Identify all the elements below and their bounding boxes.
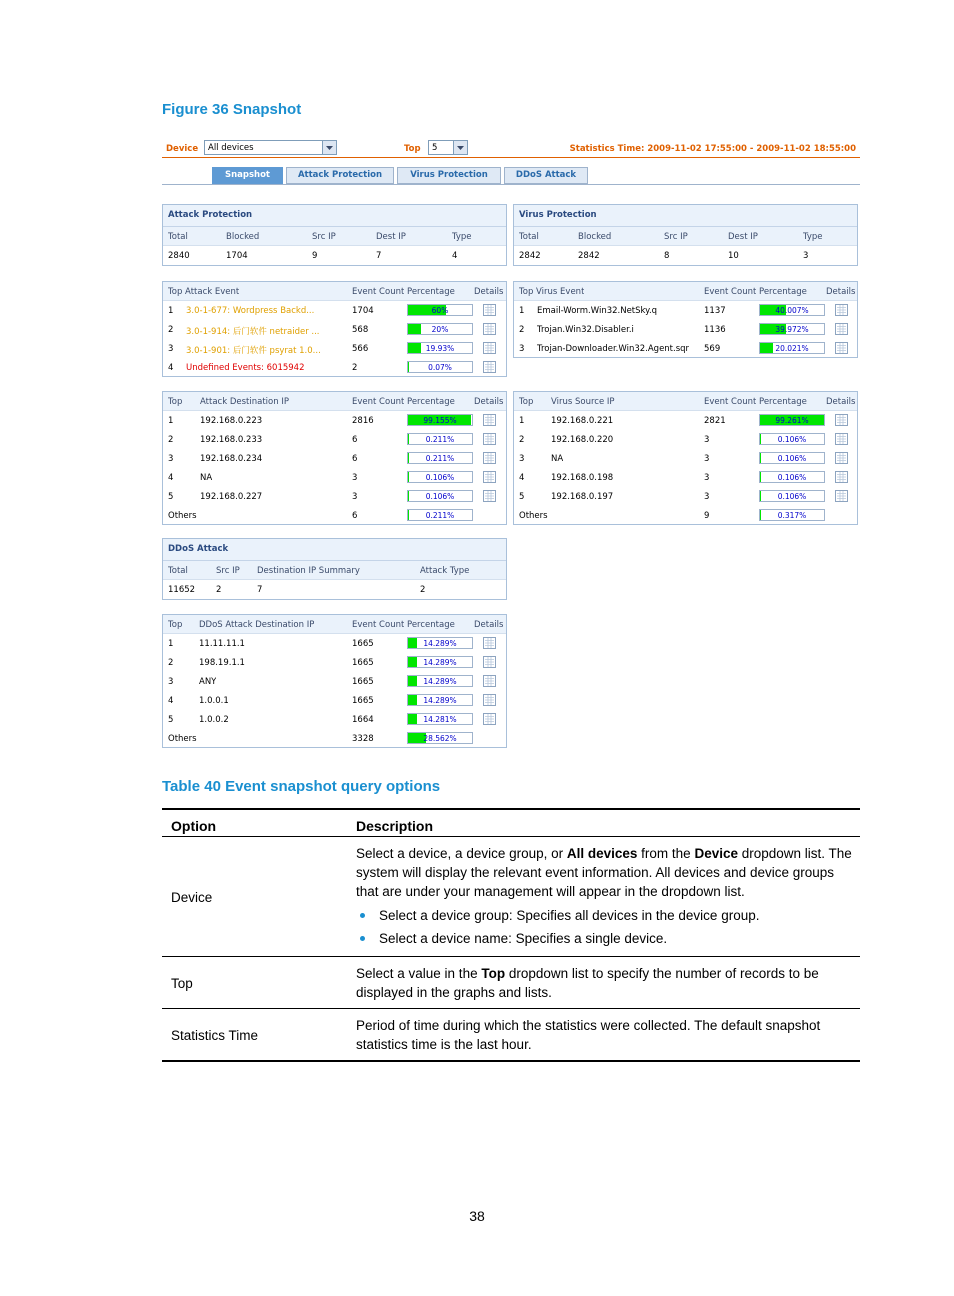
others-row [163,506,506,525]
summary-attack-type: 2 [420,585,426,595]
percentage-bar [407,471,473,483]
summary-blocked: 2842 [578,251,600,261]
list-item [163,468,506,487]
ip-address: 192.168.0.198 [551,473,614,483]
desc-text: dropdown list to specify the number of records to be displayed in the graphs and lists. [356,966,819,1000]
chevron-down-icon[interactable] [453,141,467,154]
percentage-label: 0.106% [777,454,807,463]
list-item [163,487,506,506]
col-blocked: Blocked [578,232,612,242]
desc-text: from the [637,846,695,861]
percentage-bar [407,675,473,687]
rank: 3 [168,677,174,687]
ip-address: 192.168.0.221 [551,416,614,426]
details-icon[interactable] [835,452,848,464]
panel-title: Attack Protection [163,205,506,227]
col-total: Total [168,566,188,576]
ddos-summary-panel [162,538,507,600]
col-details: Details [474,397,504,407]
rank: 2 [168,325,174,335]
percentage-label: 0.317% [777,511,807,520]
details-icon[interactable] [483,675,496,687]
rank: 4 [519,473,525,483]
rank: 3 [519,454,525,464]
rank: 2 [168,435,174,445]
list-header [163,392,506,411]
percentage-bar [407,713,473,725]
event-count: 569 [704,344,721,354]
list-item [163,339,506,358]
summary-dest-ip: 10 [728,251,739,261]
col-top: Top [519,397,534,407]
event-count: 568 [352,325,369,335]
desc-text: Select a device, a device group, or [356,846,567,861]
desc-bold: Device [694,846,738,861]
summary-src-ip: 9 [312,251,318,261]
percentage-bar [407,304,473,316]
details-icon[interactable] [483,304,496,316]
ip-address: NA [551,454,564,464]
figure-caption: Figure 36 Snapshot [162,101,302,118]
rank: 3 [519,344,525,354]
desc-text: dropdown list. The system will display the relevant event information. All devices and device groups that are under your management will appear in the dropdown list. [356,846,852,899]
list-item [163,653,506,672]
percentage-bar [407,414,473,426]
rank: 2 [519,325,525,335]
col-details: Details [474,620,504,630]
others-row [514,506,857,525]
percentage-label: 19.93% [425,344,455,353]
percentage-bar [759,414,825,426]
divider [162,157,860,158]
table-caption: Table 40 Event snapshot query options [162,778,441,795]
percentage-label: 14.281% [423,715,457,724]
ip-address: 1.0.0.1 [199,696,229,706]
event-count: 3 [704,454,710,464]
summary-total: 2840 [168,251,190,261]
percentage-label: 0.07% [428,363,452,372]
panel-title: Virus Protection [514,205,857,227]
list-item [514,339,857,358]
list-item [514,301,857,320]
percentage-bar [759,323,825,335]
summary-row [163,246,506,265]
list-item [514,468,857,487]
page-number: 38 [469,1208,485,1224]
col-details: Details [826,397,856,407]
event-count: 1136 [704,325,726,335]
others-label: Others [519,511,548,521]
details-icon[interactable] [835,342,848,354]
rank: 2 [519,435,525,445]
table-header-row [162,809,860,837]
event-count: 3 [704,473,710,483]
summary-blocked: 1704 [226,251,248,261]
percentage-bar [759,342,825,354]
col-top: Top [168,620,183,630]
description-statistics-time: Period of time during which the statistics were collected. The default snapshot statistics time is the last hour. [347,1009,860,1062]
attack-destination-panel [162,391,507,525]
event-count: 3 [352,473,358,483]
col-percentage: Percentage [407,620,455,630]
list-item [163,691,506,710]
summary-header [163,561,506,580]
rank: 1 [168,416,174,426]
percentage-bar [407,509,473,521]
list-item [163,634,506,653]
percentage-bar [407,637,473,649]
option-statistics-time: Statistics Time [162,1009,347,1062]
col-percentage: Percentage [759,397,807,407]
summary-total: 11652 [168,585,196,595]
col-dest-ip: Dest IP [376,232,406,242]
ip-address: 11.11.11.1 [199,639,245,649]
col-details: Details [826,287,856,297]
event-count: 2816 [352,416,374,426]
desc-text: Select a value in the [356,966,482,981]
percentage-label: 99.155% [423,416,457,425]
col-percentage: Percentage [407,287,455,297]
col-count: Event Count [704,287,757,297]
rank: 5 [168,492,174,502]
col-details: Details [474,287,504,297]
device-select[interactable] [204,140,337,155]
ip-address: 192.168.0.197 [551,492,614,502]
summary-src-ip: 2 [216,585,222,595]
top-virus-event-panel [513,281,858,358]
percentage-bar [407,361,473,373]
list-item [163,430,506,449]
col-dest-ip: Dest IP [728,232,758,242]
col-total: Total [519,232,539,242]
event-count: 1665 [352,677,374,687]
col-event: Top Virus Event [519,287,585,297]
event-link[interactable]: Undefined Events: 6015942 [186,363,305,373]
percentage-bar [407,452,473,464]
details-icon[interactable] [835,323,848,335]
list-item [163,320,506,339]
percentage-bar [407,656,473,668]
event-count: 1664 [352,715,374,725]
details-icon[interactable] [483,342,496,354]
details-icon[interactable] [483,471,496,483]
rank: 3 [168,454,174,464]
desc-bold: All devices [566,846,638,861]
details-icon[interactable] [835,471,848,483]
details-icon[interactable] [835,433,848,445]
filter-bar [162,138,860,158]
percentage-bar [407,732,473,744]
table-row [162,1009,860,1062]
ip-address: 192.168.0.220 [551,435,614,445]
list-item [514,430,857,449]
percentage-bar [759,509,825,521]
details-icon[interactable] [483,433,496,445]
percentage-label: 28.562% [423,734,457,743]
list-item: Select a device group: Specifies all devices in the device group. [379,904,852,927]
ip-address: NA [200,473,213,483]
details-icon[interactable] [835,304,848,316]
event-count: 6 [352,511,358,521]
event-count: 3 [704,492,710,502]
percentage-label: 0.106% [777,435,807,444]
col-attack-type: Attack Type [420,566,470,576]
col-total: Total [168,232,188,242]
rank: 4 [168,696,174,706]
event-count: 1665 [352,696,374,706]
list-header [514,392,857,411]
event-link[interactable]: 3.0-1-914: 后门软件 netraider ... [186,327,320,337]
header-description: Description [347,809,860,837]
list-item [163,411,506,430]
event-count: 6 [352,435,358,445]
others-label: Others [168,511,197,521]
attack-summary-panel [162,204,507,266]
summary-type: 4 [452,251,458,261]
tab-attack-protection[interactable]: Attack Protection [286,167,394,184]
others-row [163,729,506,748]
event-count: 566 [352,344,369,354]
list-item: Select a device name: Specifies a single device. [379,927,852,950]
top-select-value: 5 [432,143,438,153]
event-link[interactable]: 3.0-1-677: Wordpress Backd... [186,306,315,316]
col-type: Type [803,232,823,242]
percentage-label: 40.007% [775,306,809,315]
rank: 5 [168,715,174,725]
event-count: 9 [704,511,710,521]
summary-src-ip: 8 [664,251,670,261]
top-label: Top [404,144,421,154]
percentage-label: 0.106% [425,473,455,482]
statistics-time: Statistics Time: 2009-11-02 17:55:00 - 2009-11-02 18:55:00 [569,144,856,154]
rank: 1 [519,306,525,316]
details-icon[interactable] [483,637,496,649]
list-item [514,320,857,339]
list-item [163,449,506,468]
rank: 1 [168,306,174,316]
percentage-bar [759,490,825,502]
percentage-label: 0.211% [425,435,455,444]
details-icon[interactable] [483,713,496,725]
percentage-bar [407,323,473,335]
percentage-label: 0.106% [425,492,455,501]
tab-virus-protection[interactable]: Virus Protection [397,167,501,184]
header-option: Option [162,809,347,837]
col-ip: Virus Source IP [551,397,615,407]
event-count: 3328 [352,734,374,744]
device-select-value: All devices [208,143,254,153]
event-count: 6 [352,454,358,464]
list-item [514,449,857,468]
list-item [163,672,506,691]
col-type: Type [452,232,472,242]
col-count: Event Count [704,397,757,407]
details-icon[interactable] [483,490,496,502]
percentage-label: 60% [431,306,449,315]
event-count: 1704 [352,306,374,316]
list-header [514,282,857,301]
percentage-bar [759,304,825,316]
col-percentage: Percentage [407,397,455,407]
rank: 1 [168,639,174,649]
event-count: 3 [704,435,710,445]
list-header [163,615,506,634]
details-icon[interactable] [483,361,496,373]
rank: 5 [519,492,525,502]
details-icon[interactable] [483,694,496,706]
description-device [347,837,860,957]
percentage-label: 20.021% [775,344,809,353]
details-icon[interactable] [483,452,496,464]
col-src-ip: Src IP [664,232,688,242]
ip-address: 192.168.0.234 [200,454,263,464]
table-row [162,837,860,957]
event-link[interactable]: Trojan.Win32.Disabler.i [537,325,634,335]
percentage-label: 14.289% [423,658,457,667]
summary-header [163,227,506,246]
rank: 1 [519,416,525,426]
top-select[interactable] [428,140,468,155]
percentage-bar [759,471,825,483]
bullet-list [356,904,852,950]
divider [162,184,860,185]
col-ip: DDoS Attack Destination IP [199,620,315,630]
percentage-label: 0.211% [425,454,455,463]
percentage-label: 99.261% [775,416,809,425]
ip-address: 1.0.0.2 [199,715,229,725]
col-ip: Attack Destination IP [200,397,289,407]
ip-address: 192.168.0.223 [200,416,263,426]
col-top: Top [168,397,183,407]
options-table [162,808,860,1062]
top-attack-event-panel [162,281,507,377]
event-link[interactable]: Trojan-Downloader.Win32.Agent.sqr [537,344,690,354]
col-percentage: Percentage [759,287,807,297]
col-count: Event Count [352,287,405,297]
list-item [163,301,506,320]
rank: 2 [168,658,174,668]
details-icon[interactable] [835,414,848,426]
rank: 3 [168,344,174,354]
summary-type: 3 [803,251,809,261]
others-label: Others [168,734,197,744]
percentage-bar [407,490,473,502]
percentage-bar [407,694,473,706]
event-link[interactable]: Email-Worm.Win32.NetSky.q [537,306,658,316]
rank: 4 [168,473,174,483]
percentage-label: 14.289% [423,696,457,705]
details-icon[interactable] [483,656,496,668]
list-item [163,358,506,377]
panel-title: DDoS Attack [163,539,506,561]
summary-header [514,227,857,246]
list-item [514,487,857,506]
event-count: 2821 [704,416,726,426]
tab-snapshot[interactable]: Snapshot [212,167,283,184]
event-count: 1665 [352,639,374,649]
ip-address: ANY [199,677,217,687]
event-link[interactable]: 3.0-1-901: 后门软件 psyrat 1.0... [186,346,321,356]
description-top [347,957,860,1009]
percentage-label: 0.211% [425,511,455,520]
summary-dest: 7 [257,585,263,595]
summary-total: 2842 [519,251,541,261]
summary-row [514,246,857,265]
ip-address: 198.19.1.1 [199,658,245,668]
summary-dest-ip: 7 [376,251,382,261]
event-count: 3 [352,492,358,502]
ddos-destination-panel [162,614,507,748]
option-device: Device [162,837,347,957]
details-icon[interactable] [483,323,496,335]
virus-summary-panel [513,204,858,266]
col-src-ip: Src IP [312,232,336,242]
percentage-bar [407,342,473,354]
col-blocked: Blocked [226,232,260,242]
summary-row [163,580,506,599]
percentage-label: 14.289% [423,639,457,648]
event-count: 1665 [352,658,374,668]
virus-source-panel [513,391,858,525]
col-event: Top Attack Event [168,287,240,297]
percentage-label: 0.106% [777,492,807,501]
percentage-label: 39.972% [775,325,809,334]
option-top: Top [162,957,347,1009]
table-row [162,957,860,1009]
col-count: Event Count [352,620,405,630]
col-src-ip: Src IP [216,566,240,576]
list-header [163,282,506,301]
percentage-bar [759,452,825,464]
col-count: Event Count [352,397,405,407]
tab-ddos-attack[interactable]: DDoS Attack [504,167,588,184]
percentage-label: 14.289% [423,677,457,686]
device-label: Device [166,144,199,154]
desc-bold: Top [481,966,506,981]
percentage-label: 0.106% [777,473,807,482]
col-dest-summary: Destination IP Summary [257,566,360,576]
percentage-bar [407,433,473,445]
ip-address: 192.168.0.233 [200,435,263,445]
event-count: 1137 [704,306,726,316]
rank: 4 [168,363,174,373]
list-item [514,411,857,430]
percentage-label: 20% [431,325,449,334]
snapshot-screenshot [162,138,860,750]
event-count: 2 [352,363,358,373]
chevron-down-icon[interactable] [322,141,336,154]
details-icon[interactable] [835,490,848,502]
ip-address: 192.168.0.227 [200,492,263,502]
percentage-bar [759,433,825,445]
list-item [163,710,506,729]
details-icon[interactable] [483,414,496,426]
